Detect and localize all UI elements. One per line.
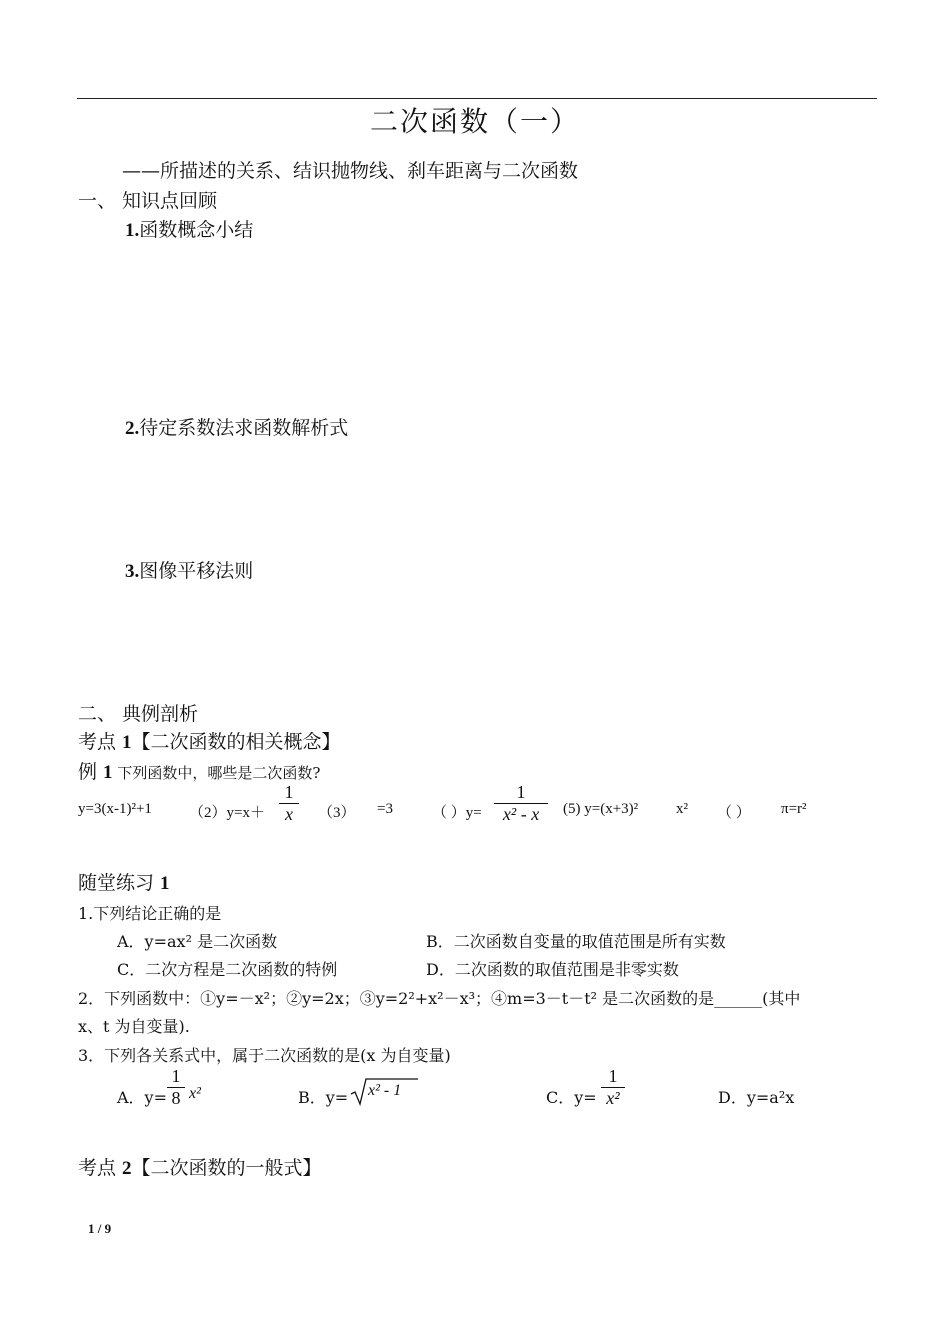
eq-1: y=3(x-1)²+1 (78, 801, 152, 817)
section1-item-2 (125, 413, 348, 440)
q3-option-b-prefix: B．y= (298, 1088, 349, 1107)
item-number: 1. (125, 220, 140, 241)
item-label: 函数概念小结 (139, 219, 254, 241)
example-number: 1 (103, 762, 113, 783)
section1-item-1 (125, 215, 253, 242)
kaodian-label: 【二次函数的相关概念】 (131, 731, 341, 753)
q1-option-c: C．二次方程是二次函数的特例 (117, 960, 338, 979)
kaodian-label: 【二次函数的一般式】 (131, 1157, 322, 1179)
kaodian-2-heading (78, 1153, 322, 1180)
q1-option-b: B．二次函数自变量的取值范围是所有实数 (426, 932, 726, 951)
kaodian-number: 1 (122, 732, 132, 753)
practice-1-heading (78, 868, 170, 895)
kaodian-number: 2 (122, 1158, 132, 1179)
eq-2-prefix: （2）y=x＋ (189, 805, 265, 821)
header-rule (77, 98, 877, 99)
page-title: 二次函数（一） (369, 105, 580, 138)
example-text: 下列函数中，哪些是二次函数? (112, 764, 321, 782)
kaodian-prefix: 考点 (78, 731, 123, 753)
fraction-numerator: 1 (284, 782, 294, 802)
q3-option-c-fraction (601, 1066, 625, 1109)
q1-option-a: A．y=ax² 是二次函数 (117, 932, 278, 951)
eq-5: (5) y=(x+3)² (563, 801, 639, 817)
q3-option-a-suffix: x² (189, 1085, 201, 1102)
fraction-denominator: 8 (171, 1088, 181, 1108)
eq-5b: x² (676, 801, 688, 817)
item-label: 待定系数法求函数解析式 (139, 417, 349, 439)
eq-3b: =3 (377, 801, 393, 817)
q1-stem: 1.下列结论正确的是 (78, 904, 222, 923)
eq-6: （ ） (717, 805, 751, 821)
fraction-denominator: x² (606, 1088, 620, 1108)
example-prefix: 例 (78, 761, 104, 783)
kaodian-1-heading (78, 727, 341, 754)
page-number: 1 / 9 (88, 1221, 112, 1236)
kaodian-prefix: 考点 (78, 1157, 123, 1179)
item-number: 2. (125, 418, 140, 439)
eq-4-prefix: （ ）y= (432, 805, 482, 821)
eq-4-fraction (494, 782, 548, 825)
example-1-heading (78, 757, 320, 784)
q2-line-2: x、t 为自变量). (78, 1017, 190, 1036)
item-number: 3. (125, 561, 140, 582)
fraction-denominator: x (285, 804, 293, 824)
fraction-numerator: 1 (608, 1066, 618, 1086)
practice-prefix: 随堂练习 (78, 872, 161, 894)
fraction-numerator: 1 (171, 1066, 181, 1086)
q2-line-1: 2．下列函数中：①y=－x²；②y=2x；③y=2²+x²－x³；④m=3－t－t² 是二次函数的是______(其中 (78, 989, 801, 1008)
fraction-numerator: 1 (516, 782, 526, 802)
eq-3: （3） (318, 805, 356, 821)
fraction-denominator: x² - x (502, 804, 540, 824)
section2-heading: 二、 典例剖析 (78, 703, 199, 725)
practice-number: 1 (160, 873, 170, 894)
page-subtitle: ——所描述的关系、结识抛物线、刹车距离与二次函数 (122, 160, 579, 182)
q3-option-a-fraction (167, 1066, 185, 1109)
q1-option-d: D．二次函数的取值范围是非零实数 (426, 960, 679, 979)
section1-item-3 (125, 556, 253, 583)
q3-option-d: D．y=a²x (718, 1088, 795, 1107)
q3-option-a-prefix: A．y= (117, 1088, 168, 1107)
item-label: 图像平移法则 (139, 560, 254, 582)
eq-7: π=r² (781, 801, 807, 817)
q3-option-b-radicand: x² - 1 (368, 1082, 402, 1099)
q3-stem: 3．下列各关系式中，属于二次函数的是(x 为自变量) (78, 1046, 451, 1065)
eq-2-fraction (279, 782, 299, 825)
q3-option-c-prefix: C．y= (546, 1088, 597, 1107)
section1-heading: 一、 知识点回顾 (78, 190, 218, 212)
